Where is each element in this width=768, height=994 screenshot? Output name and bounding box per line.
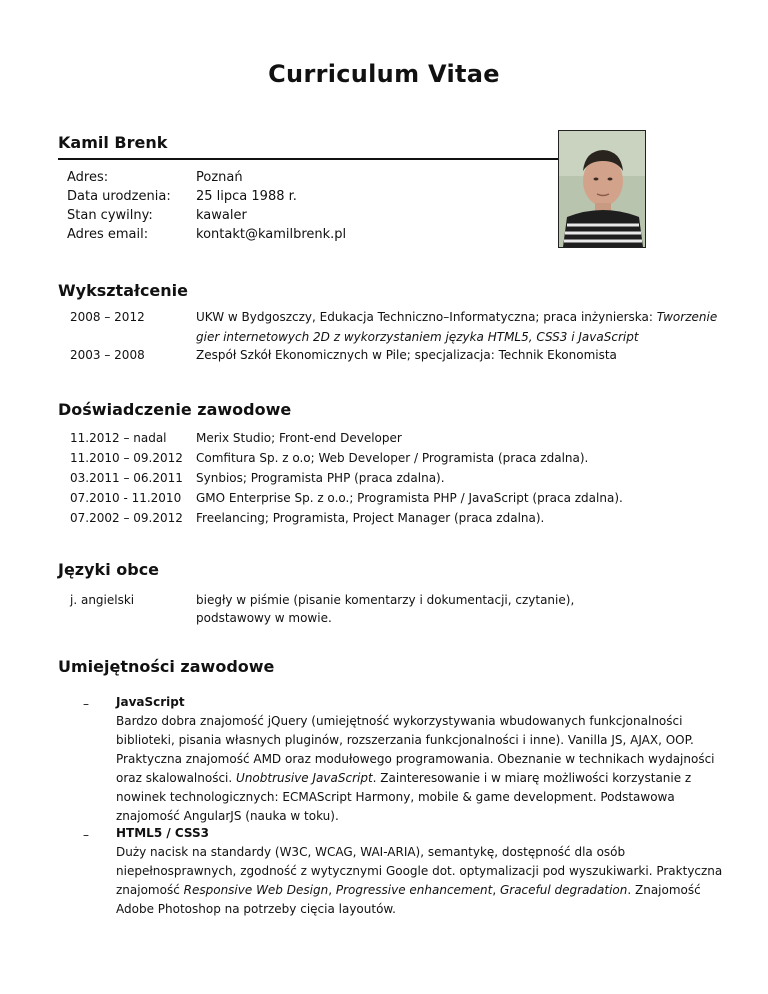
skill-desc-javascript-a: Bardzo dobra znajomość jQuery (umiejętność wykorzystywania wbudowanych funkcjonalności biblioteki, pisania własnych pluginów, rozszerzania funkcjonalności i inne). Vanilla JS, AJAX, OOP. Praktyczna znajomość AMD oraz modułowego programowania. Obeznanie w technikach wydajności oraz skalowalności. bbox=[116, 714, 715, 785]
work-text-1: Merix Studio; Front-end Developer bbox=[196, 431, 402, 445]
education-text-1 bbox=[196, 307, 736, 347]
work-text-2: Comfitura Sp. z o.o; Web Developer / Programista (praca zdalna). bbox=[196, 451, 589, 465]
work-period-2: 11.2010 – 09.2012 bbox=[70, 451, 183, 465]
work-text-4: GMO Enterprise Sp. z o.o.; Programista PHP / JavaScript (praca zdalna). bbox=[196, 491, 623, 505]
skill-desc-html-italic-3: Graceful degradation bbox=[499, 883, 628, 897]
skill-item-html-css bbox=[116, 824, 736, 919]
education-text-2: Zespół Szkół Ekonomicznych w Pile; specjalizacja: Technik Ekonomista bbox=[196, 348, 617, 362]
email-value[interactable]: kontakt@kamilbrenk.pl bbox=[196, 227, 347, 242]
address-value: Poznań bbox=[196, 170, 243, 185]
marital-value: kawaler bbox=[196, 208, 247, 223]
education-heading: Wykształcenie bbox=[58, 281, 188, 300]
name-heading: Kamil Brenk bbox=[58, 133, 168, 152]
skill-desc-html-a: Duży nacisk na standardy (W3C, WCAG, WAI-ARIA), semantykę, dostępność dla osób niepełnosprawnych, zgodność z wytycznymi Google dot. optymalizacji pod wyszukiwarki. Praktyczna znajomość bbox=[116, 845, 723, 897]
email-label: Adres email: bbox=[67, 227, 149, 242]
skill-title-javascript: JavaScript bbox=[116, 695, 185, 709]
work-heading: Doświadczenie zawodowe bbox=[58, 400, 292, 419]
languages-heading: Języki obce bbox=[58, 560, 160, 579]
work-text-3: Synbios; Programista PHP (praca zdalna). bbox=[196, 471, 445, 485]
document-title: Curriculum Vitae bbox=[268, 60, 500, 88]
birthdate-value: 25 lipca 1988 r. bbox=[196, 189, 297, 204]
work-period-5: 07.2002 – 09.2012 bbox=[70, 511, 183, 525]
language-level-line-2: podstawowy w mowie. bbox=[196, 611, 332, 625]
education-text-1-main: UKW w Bydgoszczy, Edukacja Techniczno–Informatyczna; praca inżynierska: bbox=[196, 310, 657, 324]
skill-desc-html-css bbox=[116, 843, 736, 919]
work-period-4: 07.2010 - 11.2010 bbox=[70, 491, 182, 505]
skill-desc-html-b: . Znajomość Adobe Photoshop na potrzeby cięcia layoutów. bbox=[116, 883, 701, 916]
skill-desc-html-italic-2: Progressive enhancement bbox=[335, 883, 493, 897]
work-period-1: 11.2012 – nadal bbox=[70, 431, 167, 445]
skill-title-html-css: HTML5 / CSS3 bbox=[116, 826, 210, 840]
skill-desc-javascript-italic: Unobtrusive JavaScript bbox=[236, 771, 373, 785]
skills-heading: Umiejętności zawodowe bbox=[58, 657, 275, 676]
skill-desc-javascript bbox=[116, 712, 736, 826]
skill-desc-javascript-b: . Zainteresowanie i w miarę możliwości korzystanie z nowinek technologicznych: ECMAScript Harmony, mobile & game development. Podstawowa znajomość AngularJS (nauka w toku). bbox=[116, 771, 692, 823]
work-period-3: 03.2011 – 06.2011 bbox=[70, 471, 183, 485]
education-text-1-thesis: Tworzenie gier internetowych 2D z wykorzystaniem języka HTML5, CSS3 i JavaScript bbox=[196, 310, 718, 344]
skill-bullet-1: – bbox=[83, 697, 89, 711]
name-divider bbox=[58, 158, 558, 160]
skill-desc-html-sep-2: , bbox=[492, 883, 500, 897]
skill-desc-html-italic-1: Responsive Web Design bbox=[183, 883, 329, 897]
skill-bullet-2: – bbox=[83, 828, 89, 842]
language-level-line-1: biegły w piśmie (pisanie komentarzy i dokumentacji, czytanie), bbox=[196, 593, 575, 607]
birthdate-label: Data urodzenia: bbox=[67, 189, 171, 204]
work-text-5: Freelancing; Programista, Project Manager (praca zdalna). bbox=[196, 511, 545, 525]
language-name: j. angielski bbox=[70, 593, 135, 607]
skill-desc-html-sep-1: , bbox=[328, 883, 336, 897]
education-period-2: 2003 – 2008 bbox=[70, 348, 145, 362]
education-period-1: 2008 – 2012 bbox=[70, 310, 145, 324]
skill-item-javascript bbox=[116, 693, 736, 826]
profile-photo bbox=[558, 130, 646, 248]
address-label: Adres: bbox=[67, 170, 109, 185]
marital-label: Stan cywilny: bbox=[67, 208, 153, 223]
